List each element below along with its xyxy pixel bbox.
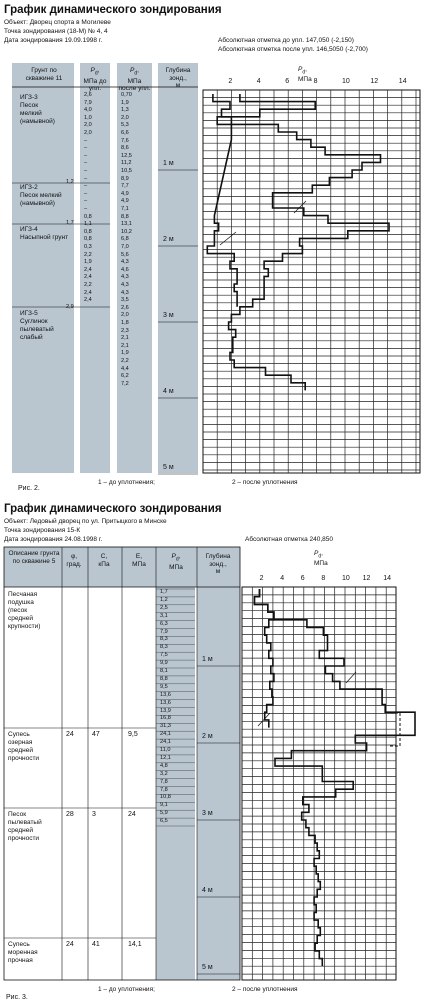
fig2-legend-before: 1 – до уплотнения;: [98, 986, 155, 993]
fig2-date: Дата зондирования 24.08.1998 г.: [4, 536, 103, 543]
fig1-after-value: 2,1: [121, 342, 129, 349]
fig2-depth-mark: 2 м: [202, 733, 213, 740]
fig1-point: Точка зондирования (18-М) № 4, 4: [4, 28, 108, 35]
fig2-axis-tick: 4: [280, 575, 285, 582]
fig2-pd-value: 8,1: [160, 668, 168, 674]
fig2-pd-value: 9,1: [160, 802, 168, 809]
fig1-legend-before: 1 – до уплотнения;: [98, 479, 155, 486]
fig1-after-value: 7,7: [121, 183, 129, 190]
fig1-depth-mark: 5 м: [163, 464, 174, 471]
fig2-caption: Рис. 3.: [6, 994, 28, 1001]
fig1-before-value: –: [84, 168, 88, 174]
fig1-after-value: 8,9: [121, 175, 129, 182]
fig1-axis-tick: 4: [256, 78, 261, 85]
fig2-pd-value: 9,9: [160, 660, 168, 667]
fig1-after-value: 8,6: [121, 145, 129, 152]
fig1-after-value: 7,0: [121, 244, 129, 250]
fig2-layer-name: Супесь моренная прочная: [8, 941, 38, 964]
fig1-after-value: 7,1: [121, 206, 129, 212]
fig2-depth-mark: 1 м: [202, 656, 213, 663]
fig1-depth-mark: 4 м: [163, 388, 174, 395]
fig2-pd-value: 9,5: [160, 683, 168, 690]
fig1-after-value: 4,9: [121, 190, 129, 197]
fig1-layer-name: ИГЗ-4 Насыпной грунт: [20, 226, 69, 241]
fig1-after-value: 2,1: [121, 335, 129, 342]
fig2-pd-value: 16,8: [160, 715, 171, 722]
fig1-after-value: 1,8: [121, 320, 129, 326]
fig1-before-value: –: [84, 160, 88, 167]
fig2-axis-tick: 10: [342, 575, 350, 582]
fig1-after-value: 5,3: [121, 122, 129, 129]
fig1-before-value: –: [84, 190, 88, 197]
fig2-pd-value: 13,6: [160, 691, 171, 698]
fig1-before-value: 2,2: [84, 282, 92, 288]
fig1-before-value: 4,0: [84, 107, 92, 114]
fig2-pd-value: 31,3: [160, 723, 171, 730]
fig2-layer-c: 41: [92, 941, 100, 948]
fig2-layer-phi: 28: [66, 811, 74, 818]
fig1-before-value: –: [84, 175, 88, 182]
fig1-after-value: 6,2: [121, 373, 129, 380]
fig2-point: Точка зондирования 15-К: [4, 527, 81, 534]
fig1-after-value: 4,3: [121, 289, 129, 296]
fig2-title: График динамического зондирования: [4, 503, 222, 515]
fig1-after-value: 1,3: [121, 107, 129, 114]
fig2-pd-value: 13,6: [160, 699, 171, 706]
fig2-layer-phi: 24: [66, 941, 74, 948]
fig1-before-value: 2,0: [84, 130, 92, 136]
fig1-caption: Рис. 2.: [18, 485, 40, 492]
fig2-axis-tick: 8: [321, 575, 326, 582]
fig2-col-depth-header: Глубина зонд., м: [205, 553, 231, 576]
fig2-pd-value: 3,2: [160, 770, 168, 777]
fig1-before-value: –: [84, 152, 88, 159]
fig1-after-value: 12,5: [121, 152, 132, 159]
fig2-pd-value: 3,1: [160, 612, 168, 619]
fig1-before-value: 2,4: [84, 266, 92, 273]
fig2-pd-value: 2,5: [160, 604, 168, 611]
fig1-before-value: 2,4: [84, 289, 92, 296]
fig2-layer-c: 47: [92, 731, 100, 738]
fig1-after-value: 0,70: [121, 92, 132, 98]
fig1-before-value: 0,8: [84, 228, 92, 235]
fig2-pd-value: 1,7: [160, 589, 168, 595]
fig1-axis-tick: 10: [342, 78, 350, 85]
fig1-after-value: 7,2: [121, 380, 129, 387]
fig1-after-value: 2,2: [121, 358, 129, 364]
fig1-axis-tick: 14: [398, 78, 407, 85]
fig1-after-value: 4,9: [121, 198, 129, 205]
fig1-after-value: 10,2: [121, 228, 132, 235]
fig1-before-value: 1,1: [84, 221, 92, 228]
fig1-before-value: 2,2: [84, 251, 92, 258]
fig2-layer-phi: 24: [66, 731, 74, 738]
fig2-pd-value: 10,8: [160, 794, 171, 801]
fig2-depth-mark: 3 м: [202, 810, 213, 817]
fig1-plot-label: $P_d$, МПа: [298, 66, 312, 84]
fig1-after-value: 4,3: [121, 282, 129, 288]
fig1-layer-name: ИГЗ-5 Суглинок пылеватый слабый: [20, 310, 54, 341]
fig1-layer-name: ИГЗ-3 Песок мелкий (намывной): [20, 94, 55, 125]
fig2-pd-value: 24,1: [160, 731, 171, 738]
fig1-before-value: 7,9: [84, 99, 92, 106]
fig1-legend-after: 2 – после уплотнения: [232, 479, 298, 486]
fig1-after-value: 2,3: [121, 327, 129, 334]
fig1-after-value: 4,3: [121, 259, 129, 266]
fig1-after-value: 6,8: [121, 236, 129, 243]
fig2-pd-value: 11,0: [160, 747, 171, 753]
fig1-after-value: 5,6: [121, 251, 129, 258]
fig2-object: Объект: Ледовый дворец по ул. Притыцкого в Минске: [4, 518, 167, 525]
fig1-after-value: 13,1: [121, 221, 132, 228]
fig1-col-depth-header: Глубина зонд., м: [165, 67, 191, 90]
fig1-before-value: 2,6: [84, 92, 92, 98]
fig2-pd-value: 7,5: [160, 652, 168, 659]
fig2-layer-e: 24: [128, 811, 136, 818]
fig1-layer-bottom: 1,2: [66, 179, 74, 185]
fig1-title: График динамического зондирования: [4, 4, 222, 16]
fig2-axis-tick: 6: [300, 575, 305, 582]
fig1-after-value: 1,9: [121, 350, 129, 357]
fig1-before-value: –: [84, 183, 88, 190]
fig2-layer-e: 9,5: [128, 731, 138, 738]
fig2-pd-value: 6,5: [160, 818, 168, 825]
fig1-before-value: –: [84, 137, 88, 144]
fig1-elev-before: Абсолютная отметка до упл. 147,050 (-2,150): [218, 37, 354, 44]
fig1-after-value: 4,3: [121, 274, 129, 281]
fig1-after-value: 3,5: [121, 297, 129, 304]
fig2-pd-value: 7,9: [160, 628, 168, 635]
fig2-pd-value: 13,9: [160, 707, 171, 714]
fig2-axis-tick: 14: [383, 575, 391, 582]
fig2-legend-after: 2 – после уплотнения: [232, 986, 298, 993]
fig1-after-value: 10,5: [121, 168, 132, 174]
fig2-layer-name: Песок пылеватый средней прочности: [8, 811, 42, 842]
fig2-pd-value: 4,8: [160, 762, 168, 769]
fig1-after-value: 7,6: [121, 137, 129, 144]
fig1-after-value: 2,0: [121, 312, 129, 319]
fig1-after-value: 11,2: [121, 160, 132, 167]
fig2-layer-c: 3: [92, 811, 96, 818]
fig2-pd-value: 8,8: [160, 675, 168, 682]
fig2-pd-value: 5,9: [160, 810, 168, 817]
fig2-col-e-header: E, МПа: [132, 553, 146, 568]
fig2-depth-mark: 4 м: [202, 887, 213, 894]
fig1-before-value: 0,3: [84, 244, 92, 250]
fig1-layer-bottom: 2,9: [66, 304, 74, 310]
fig1-after-value: 1,9: [121, 99, 129, 106]
fig1-after-value: 2,6: [121, 304, 129, 311]
fig2-col-desc-header: Описание грунта по скважине 5: [8, 550, 60, 565]
fig2-col-phi-header: φ, град.: [66, 553, 82, 568]
fig2-pd-value: 6,3: [160, 620, 168, 627]
fig1-object: Объект: Дворец спорта в Могилеве: [4, 19, 111, 26]
fig1-before-value: 0,8: [84, 236, 92, 243]
fig1-elev-after: Абсолютная отметка после упл. 146,5050 (-2,700): [218, 46, 368, 53]
fig1-axis-tick: 12: [370, 78, 379, 85]
fig1-layer-name: ИГЗ-2 Песок мелкий (намывной): [20, 184, 62, 207]
fig2-pd-value: 24,1: [160, 739, 171, 746]
fig1-before-value: 1,0: [84, 114, 92, 121]
fig2-col-c-header: C, кПа: [98, 553, 110, 568]
fig2-pd-value: 1,2: [160, 596, 168, 603]
fig1-after-value: 4,6: [121, 266, 129, 273]
fig1-axis-tick: 8: [313, 78, 318, 85]
fig1-after-value: 8,8: [121, 213, 129, 220]
fig2-pd-value: 8,3: [160, 644, 168, 651]
fig2-pd-value: 8,3: [160, 636, 168, 643]
fig1-layer-bottom: 1,7: [66, 220, 74, 226]
fig1-before-value: 0,8: [84, 213, 92, 220]
fig2-plot-label: $P_d$, МПа: [314, 550, 328, 568]
fig2-elev: Абсолютная отметка 240,850: [245, 536, 334, 543]
fig1-axis-tick: 2: [228, 78, 233, 85]
fig1-depth-mark: 3 м: [163, 312, 174, 319]
fig1-depth-mark: 1 м: [163, 160, 174, 167]
fig1-before-value: 2,4: [84, 274, 92, 281]
fig1-before-value: –: [84, 206, 88, 212]
fig2-col-pd-header: $P_d$, МПа: [169, 553, 183, 571]
fig2-layer-name: Песчаная подушка (песок средней крупности): [8, 591, 41, 630]
fig1-before-value: 2,4: [84, 297, 92, 304]
fig2-pd-value: 12,1: [160, 754, 171, 761]
fig1-before-value: –: [84, 198, 88, 205]
fig2-layer-name: Супесь озерная средней прочности: [8, 731, 40, 762]
fig1-axis-tick: 6: [285, 78, 290, 85]
fig2-pd-value: 7,8: [160, 786, 168, 793]
fig2-pd-value: 7,8: [160, 778, 168, 785]
fig1-before-value: –: [84, 145, 88, 152]
fig1-after-value: 2,0: [121, 114, 129, 121]
fig2-depth-mark: 5 м: [202, 964, 213, 971]
fig1-col-after-header: $P_d$, МПа после упл.: [118, 67, 151, 93]
fig2-axis-tick: 12: [362, 575, 371, 582]
fig1-depth-mark: 2 м: [163, 236, 174, 243]
fig1-col-ground-header: Грунт по скважине 11: [25, 67, 63, 82]
fig1-after-value: 4,4: [121, 365, 129, 372]
fig1-before-value: 1,9: [84, 259, 92, 266]
fig1-before-value: 2,0: [84, 122, 92, 129]
fig1-after-value: 6,6: [121, 130, 129, 136]
fig1-col-before-header: $P_d$, МПа до упл.: [83, 67, 107, 93]
fig2-layer-e: 14,1: [128, 941, 142, 948]
fig2-axis-tick: 2: [259, 575, 264, 582]
fig1-date: Дата зондирования 19.09.1998 г.: [4, 37, 103, 44]
